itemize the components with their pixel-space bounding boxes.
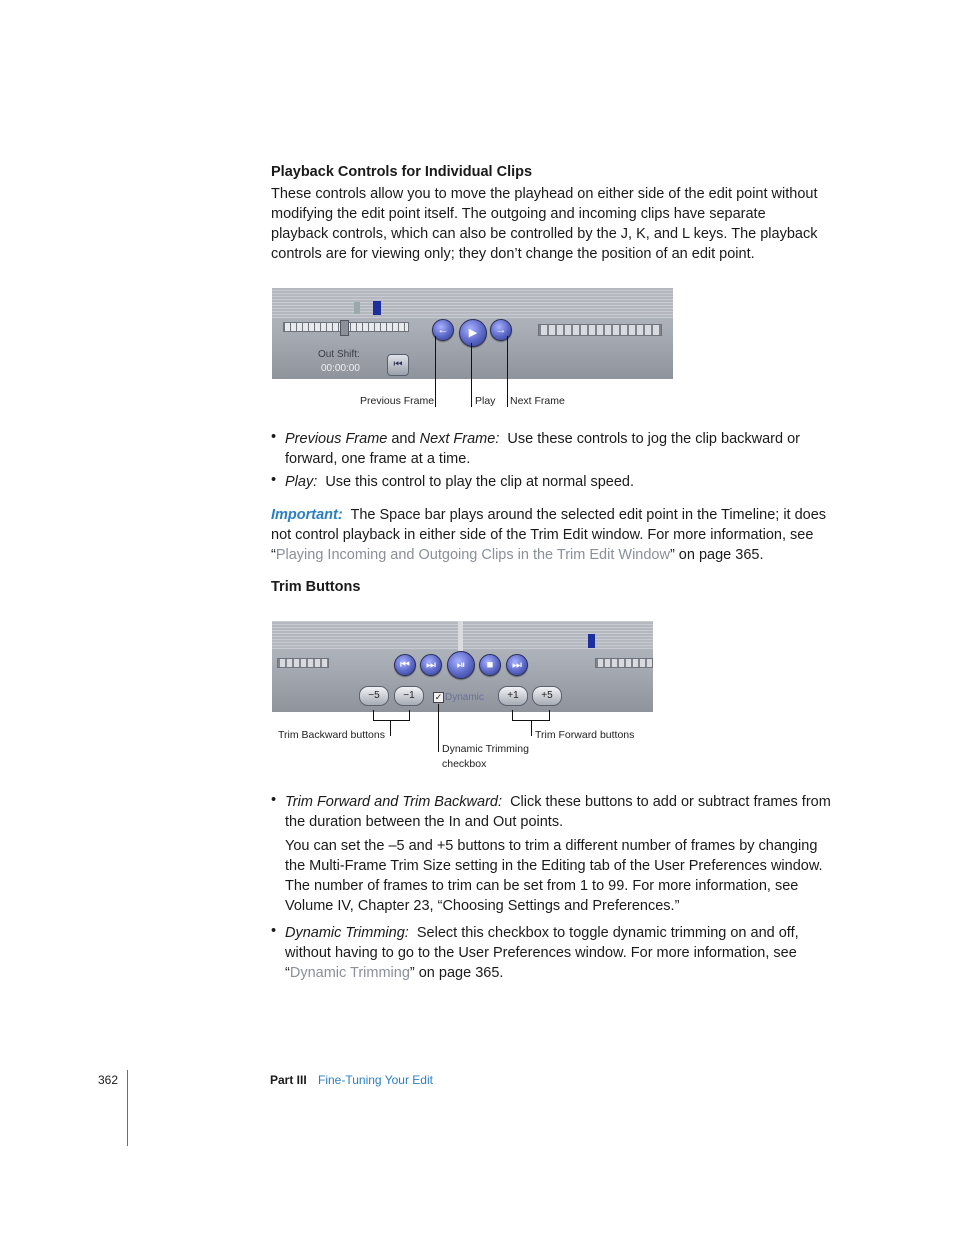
section1-paragraph [271,184,818,264]
callout-line-play [471,343,472,407]
text: ” on page 365. [409,965,504,981]
bracket [549,710,550,720]
play-button[interactable]: ▶ [459,319,487,347]
out-shift-label: Out Shift: [318,349,360,360]
bracket [373,710,374,720]
bullet-dynamic-trimming: Dynamic Trimming: Select this checkbox to toggle dynamic trimming on and off, without having to go to the User Preferences window. For more information, see “Dynamic Trimming” on page 365. [285,925,799,981]
bracket [531,720,532,736]
callout-line-dynamic [438,704,439,752]
playback-controls-screenshot [272,288,673,379]
text: The Space bar plays around the selected edit point in the Timeline; it does [350,507,827,523]
term: Next Frame: [419,431,500,447]
play-around-edit-button[interactable]: ⏯ [447,651,475,679]
important-note: Important: The Space bar plays around the selected edit point in the Timeline; it does not control playback in either side of the Trim Edit window. For more information, see “Playing Incoming and Outgoing Clips in the Trim Edit Window” on page 365. [271,507,827,563]
callout-dynamic-line2: checkbox [442,758,487,770]
text-line: These controls allow you to move the playhead on either side of the edit point without [271,186,818,202]
footer-chapter-link[interactable]: Fine-Tuning Your Edit [318,1073,433,1087]
term: Play: [285,474,318,490]
text-line: the duration between the In and Out points. [285,814,564,830]
callout-trim-backward: Trim Backward buttons [278,729,385,741]
text-line: without having to go to the User Preferences window. For more information, see [285,945,797,961]
bracket [373,720,410,721]
text-line: The number of frames to trim can be set from 1 to 99. For more information, see [285,878,799,894]
bullet-play [285,472,634,492]
callout-trim-forward: Trim Forward buttons [535,729,635,741]
text: Click these buttons to add or subtract frames from [510,794,831,810]
text: Use these controls to jog the clip backward or [507,431,800,447]
page-number: 362 [98,1073,119,1087]
bullet-dot: • [271,792,277,808]
playhead-icon [373,301,381,315]
text-line: the Multi-Frame Trim Size setting in the Editing tab of the User Preferences window. [285,858,823,874]
play-in-to-out-button[interactable]: ⏭ [420,654,442,676]
cross-reference-link[interactable]: Dynamic Trimming [289,965,410,981]
out-shift-timecode: 00:00:00 [321,363,360,374]
in-marker [354,302,360,314]
dynamic-label: Dynamic [445,692,484,703]
previous-edit-button[interactable]: ⏮ [394,654,416,676]
footer-divider [127,1070,128,1146]
text: Select this checkbox to toggle dynamic trimming on and off, [416,925,799,941]
dynamic-trimming-checkbox[interactable]: ✓ [434,692,443,702]
text: Use this control to play the clip at normal speed. [325,474,634,490]
stop-button[interactable]: ■ [479,654,501,676]
text-line: forward, one frame at a time. [285,451,471,467]
split-divider [458,621,463,651]
playhead-icon [588,634,595,648]
trim-buttons-screenshot [272,621,653,712]
trim-forward-5-button[interactable]: +5 [532,686,562,706]
callout-previous-frame: Previous Frame [360,395,435,407]
bullet-dot: • [271,472,277,488]
trim-backward-1-button[interactable]: −1 [394,686,424,706]
go-to-edit-button[interactable]: ⏮ [387,354,409,376]
bullet-dot: • [271,429,277,445]
jog-control-left[interactable] [277,658,329,668]
jog-control-right[interactable] [595,658,653,668]
next-frame-button[interactable]: → [490,319,512,341]
term: Previous Frame [285,431,388,447]
text-line: not control playback in either side of the Trim Edit window. For more information, see [271,527,814,543]
bracket [512,710,513,720]
trim-forward-1-button[interactable]: +1 [498,686,528,706]
trim-size-paragraph [285,836,823,916]
text-line: You can set the –5 and +5 buttons to trim a different number of frames by changing [285,838,818,854]
trim-backward-5-button[interactable]: −5 [359,686,389,706]
bullet-dot: • [271,923,277,939]
callout-line-next [507,336,508,407]
callout-line-previous [435,336,436,407]
bullet-previous-next [285,429,800,469]
text: ” on page 365. [669,547,764,563]
text-line: modifying the edit point itself. The outgoing and incoming clips have separate [271,206,766,222]
important-label: Important: [271,507,343,523]
callout-next-frame: Next Frame [510,395,565,407]
term: Trim Forward and Trim Backward: [285,794,502,810]
text-line: Volume IV, Chapter 23, “Choosing Settings and Preferences.” [285,898,680,914]
bullet-trim-forward-backward [285,792,831,832]
bracket [409,710,410,720]
jog-control[interactable] [538,324,662,336]
callout-play: Play [475,395,496,407]
section-heading-trim-buttons: Trim Buttons [271,579,361,595]
callout-dynamic-line1: Dynamic Trimming [442,743,529,755]
timeline-stripe [272,288,673,318]
cross-reference-link[interactable]: Playing Incoming and Outgoing Clips in the Trim Edit Window [275,547,670,563]
term: Dynamic Trimming: [285,925,409,941]
shuttle-handle[interactable] [340,320,349,336]
text-line: controls are for viewing only; they don’t change the position of an edit point. [271,246,755,262]
footer-part: Part III [270,1073,307,1087]
next-edit-button[interactable]: ⏭ [506,654,528,676]
bracket [390,720,391,736]
section-heading-playback: Playback Controls for Individual Clips [271,164,533,180]
previous-frame-button[interactable]: ← [432,319,454,341]
text: and [387,431,420,447]
text-line: playback controls, which can also be controlled by the J, K, and L keys. The playback [271,226,818,242]
